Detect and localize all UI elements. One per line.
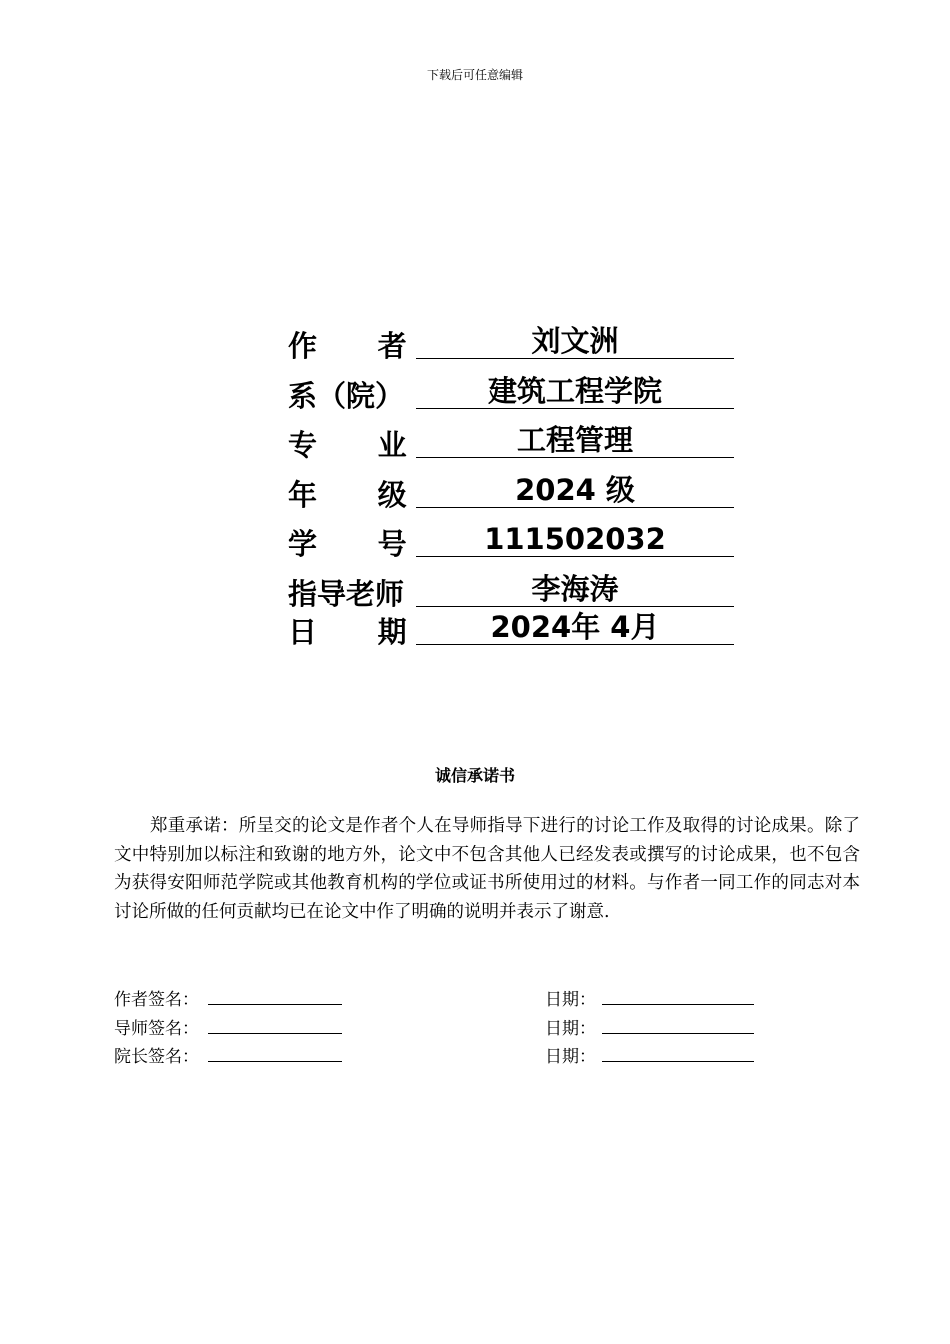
info-row-department	[288, 372, 738, 422]
pledge-title: 诚信承诺书	[434, 766, 515, 785]
dean-signature-line	[208, 1061, 342, 1062]
dean-signature-label: 院长签名：	[114, 1047, 199, 1067]
info-value-advisor: 李海涛	[416, 572, 734, 607]
info-value-date: 2024年 4月	[416, 610, 734, 645]
info-value-grade: 2024 级	[416, 473, 734, 508]
date-label: 日期：	[545, 1018, 596, 1039]
info-label: 系（院）	[288, 378, 405, 413]
info-label: 日 期	[288, 614, 407, 649]
advisor-signature-line	[208, 1033, 342, 1034]
header-note: 下载后可任意编辑	[426, 68, 523, 82]
date-line	[602, 1033, 754, 1034]
signature-row	[114, 985, 834, 1014]
advisor-signature-label: 导师签名：	[114, 1018, 199, 1039]
info-row-grade	[288, 471, 738, 521]
info-label: 年 级	[288, 477, 407, 512]
date-line	[602, 1061, 754, 1062]
info-label: 作 者	[288, 329, 407, 363]
info-value-major: 工程管理	[416, 423, 734, 458]
signature-row	[114, 1014, 834, 1043]
info-row-major	[288, 421, 738, 471]
info-label: 专 业	[288, 428, 407, 462]
author-signature-label: 作者签名：	[114, 990, 199, 1010]
info-row-advisor	[288, 570, 738, 611]
signature-block	[114, 985, 834, 1071]
info-label: 学 号	[288, 527, 407, 561]
signature-row	[114, 1042, 834, 1071]
info-label: 指导老师	[288, 576, 405, 611]
date-line	[602, 1004, 754, 1005]
author-signature-line	[208, 1004, 342, 1005]
info-row-author	[288, 322, 738, 372]
info-value-student-id: 111502032	[416, 522, 734, 557]
thesis-info-block	[288, 322, 738, 657]
date-label: 日期：	[545, 990, 596, 1010]
info-value-author: 刘文洲	[416, 324, 734, 359]
pledge-body: 郑重承诺：所呈交的论文是作者个人在导师指导下进行的讨论工作及取得的讨论成果。除了文中特别加以标注和致谢的地方外，论文中不包含其他人已经发表或撰写的讨论成果，也不包含为获得安阳师范学院或其他教育机构的学位或证书所使用过的材料。与作者一同工作的同志对本讨论所做的任何贡献均已在论文中作了明确的说明并表示了谢意.	[114, 816, 860, 922]
date-label: 日期：	[545, 1047, 596, 1067]
info-row-student-id	[288, 520, 738, 570]
info-value-department: 建筑工程学院	[416, 374, 734, 409]
info-row-date	[288, 608, 738, 658]
